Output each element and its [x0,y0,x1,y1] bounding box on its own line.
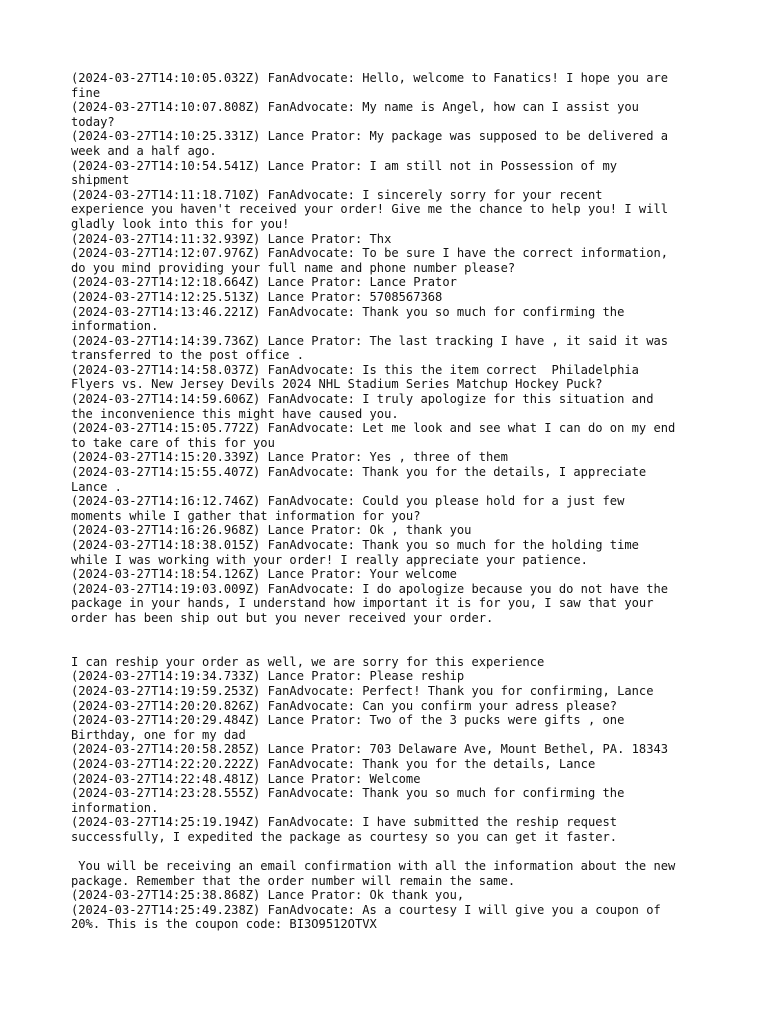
transcript-line: information. [71,800,159,815]
transcript-line: (2024-03-27T14:12:18.664Z) Lance Prator: Lance Prator [71,275,457,290]
transcript-line: (2024-03-27T14:18:54.126Z) Lance Prator: Your welcome [71,567,457,582]
transcript-line: today? [71,114,115,129]
transcript-line: Flyers vs. New Jersey Devils 2024 NHL Stadium Series Matchup Hockey Puck? [71,377,603,392]
transcript-line: (2024-03-27T14:11:18.710Z) FanAdvocate: I sincerely sorry for your recent [71,187,603,202]
transcript-line: week and a half ago. [71,143,217,158]
transcript-line: successfully, I expedited the package as courtesy so you can get it faster. [71,829,618,844]
transcript-line: (2024-03-27T14:10:07.808Z) FanAdvocate: My name is Angel, how can I assist you [71,100,639,115]
transcript-line: I can reship your order as well, we are sorry for this experience [71,654,545,669]
transcript-line: order has been ship out but you never received your order. [71,610,494,625]
transcript-line: information. [71,319,159,334]
transcript-line: (2024-03-27T14:12:07.976Z) FanAdvocate: To be sure I have the correct information, [71,246,669,261]
transcript-line: (2024-03-27T14:20:29.484Z) Lance Prator: Two of the 3 pucks were gifts , one [71,713,625,728]
transcript-line [71,640,711,655]
transcript-line: to take care of this for you [71,435,275,450]
transcript-line: (2024-03-27T14:25:19.194Z) FanAdvocate: I have submitted the reship request [71,815,618,830]
transcript-line: (2024-03-27T14:12:25.513Z) Lance Prator: 5708567368 [71,289,443,304]
transcript-line: (2024-03-27T14:10:54.541Z) Lance Prator: I am still not in Possession of my [71,158,618,173]
transcript-line: (2024-03-27T14:10:25.331Z) Lance Prator: My package was supposed to be delivered a [71,129,669,144]
transcript-line: fine [71,85,101,100]
transcript-line: 20%. This is the coupon code: BI3O9512OTVX [71,917,377,932]
transcript-line: (2024-03-27T14:15:20.339Z) Lance Prator: Yes , three of them [71,450,508,465]
transcript-line: (2024-03-27T14:10:05.032Z) FanAdvocate: Hello, welcome to Fanatics! I hope you are [71,71,669,85]
transcript-line: while I was working with your order! I really appreciate your patience. [71,552,588,567]
transcript-line: (2024-03-27T14:13:46.221Z) FanAdvocate: Thank you so much for confirming the [71,304,625,319]
transcript-line: (2024-03-27T14:19:03.009Z) FanAdvocate: I do apologize because you do not have the [71,581,669,596]
transcript-line: (2024-03-27T14:25:38.868Z) Lance Prator: Ok thank you, [71,888,465,903]
transcript-line: gladly look into this for you! [71,216,290,231]
transcript-line: (2024-03-27T14:15:55.407Z) FanAdvocate: Thank you for the details, I appreciate [71,465,647,480]
transcript-line: (2024-03-27T14:18:38.015Z) FanAdvocate: Thank you so much for the holding time [71,538,639,552]
transcript-line: (2024-03-27T14:19:59.253Z) FanAdvocate: Perfect! Thank you for confirming, Lance [71,683,654,698]
transcript-line: (2024-03-27T14:14:58.037Z) FanAdvocate: Is this the item correct Philadelphia [71,362,639,377]
transcript-line: (2024-03-27T14:20:20.826Z) FanAdvocate: Can you confirm your adress please? [71,698,618,713]
transcript-line: transferred to the post office . [71,348,304,363]
transcript-line: (2024-03-27T14:15:05.772Z) FanAdvocate: Let me look and see what I can do on my end [71,421,676,436]
transcript-line: Lance . [71,479,122,494]
transcript-line: Birthday, one for my dad [71,727,246,742]
transcript-line: moments while I gather that information for you? [71,508,421,523]
transcript-line: (2024-03-27T14:16:12.746Z) FanAdvocate: Could you please hold for a just few [71,494,625,509]
transcript-line: package in your hands, I understand how important it is for you, I saw that your [71,596,654,611]
transcript-line: shipment [71,173,130,188]
transcript-line: (2024-03-27T14:14:59.606Z) FanAdvocate: I truly apologize for this situation and [71,392,654,407]
transcript-line: (2024-03-27T14:11:32.939Z) Lance Prator: Thx [71,231,392,246]
chat-transcript [71,71,711,932]
transcript-line: (2024-03-27T14:14:39.736Z) Lance Prator: The last tracking I have , it said it was [71,333,669,348]
transcript-line [71,844,711,859]
transcript-line: experience you haven't received your order! Give me the chance to help you! I will [71,202,669,217]
transcript-line: (2024-03-27T14:23:28.555Z) FanAdvocate: Thank you so much for confirming the [71,786,625,801]
transcript-line: do you mind providing your full name and phone number please? [71,260,516,275]
transcript-line: (2024-03-27T14:20:58.285Z) Lance Prator: 703 Delaware Ave, Mount Bethel, PA. 18343 [71,742,669,757]
transcript-line: You will be receiving an email confirmation with all the information about the new [71,859,676,874]
transcript-line: (2024-03-27T14:16:26.968Z) Lance Prator: Ok , thank you [71,523,472,538]
transcript-line: (2024-03-27T14:25:49.238Z) FanAdvocate: As a courtesy I will give you a coupon of [71,902,661,917]
transcript-line [71,626,711,641]
transcript-line: package. Remember that the order number will remain the same. [71,873,516,888]
transcript-line: the inconvenience this might have caused you. [71,406,399,421]
transcript-line: (2024-03-27T14:22:20.222Z) FanAdvocate: Thank you for the details, Lance [71,756,596,771]
transcript-line: (2024-03-27T14:22:48.481Z) Lance Prator: Welcome [71,771,421,786]
transcript-line: (2024-03-27T14:19:34.733Z) Lance Prator: Please reship [71,669,465,684]
